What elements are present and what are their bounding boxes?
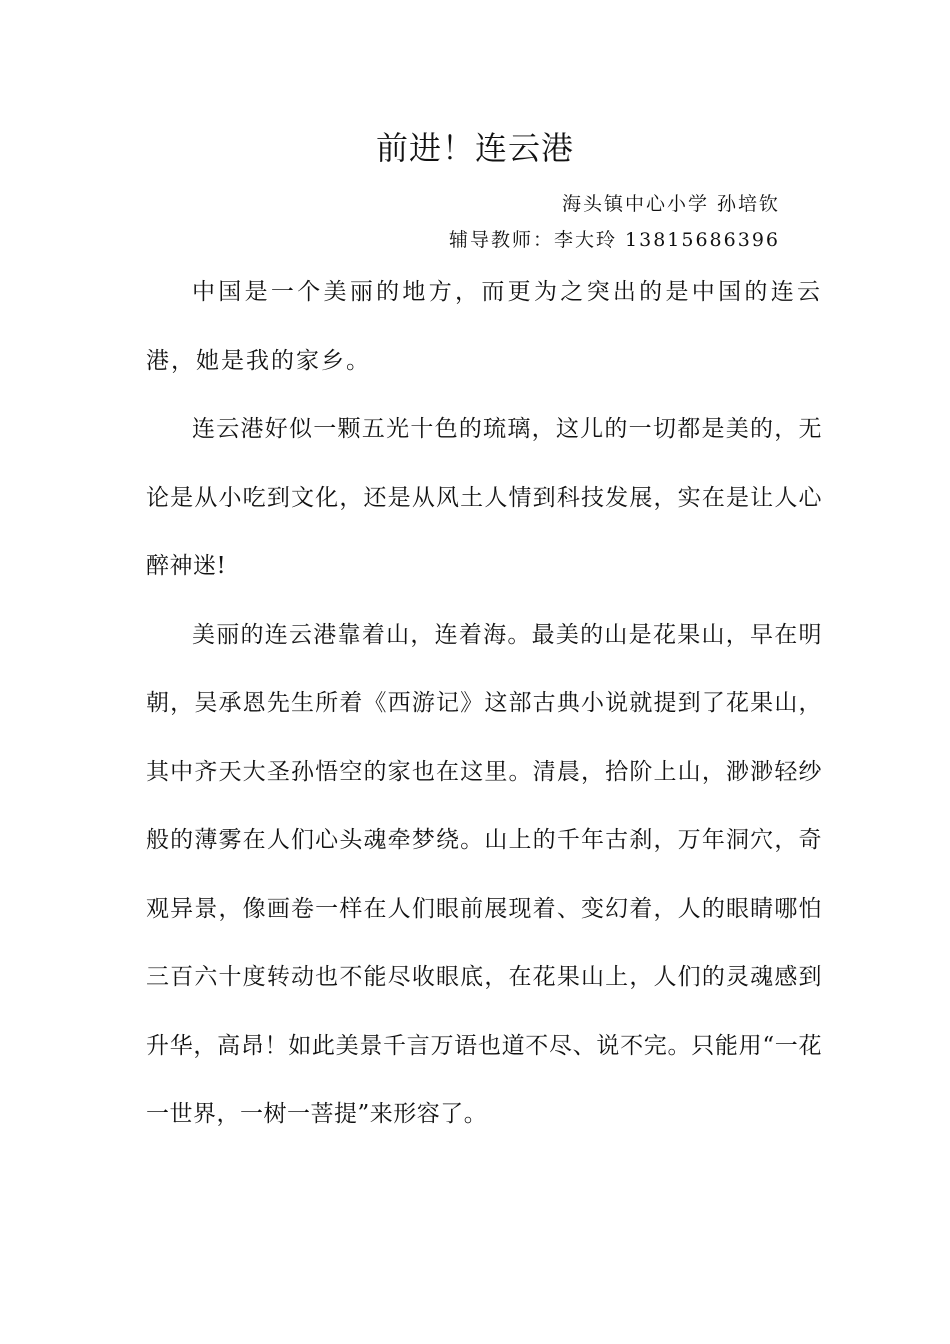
paragraph-2: 连云港好似一颗五光十色的琉璃，这儿的一切都是美的，无论是从小吃到文化，还是从风土人情到科技发展，实在是让人心醉神迷! xyxy=(146,416,822,579)
author-line: 海头镇中心小学 孙培钦 xyxy=(561,193,780,215)
essay-title: 前进！连云港 xyxy=(375,129,574,167)
teacher-line: 辅导教师：李大玲 13815686396 xyxy=(448,229,780,251)
paragraph-3: 美丽的连云港靠着山，连着海。最美的山是花果山，早在明朝，吴承恩先生所着《西游记》这部古典小说就提到了花果山，其中齐天大圣孙悟空的家也在这里。清晨，拾阶上山，渺渺轻纱般的薄雾在人们心头魂牵梦绕。山上的千年古刹，万年洞穴，奇观异景，像画卷一样在人们眼前展现着、变幻着，人的眼睛哪怕三百六十度转动也不能尽收眼底，在花果山上，人们的灵魂感到升华，高昂！如此美景千言万语也道不尽、说不完。只能用“一花一世界，一树一菩提”来形容了。 xyxy=(146,621,822,1127)
paragraph-1: 中国是一个美丽的地方，而更为之突出的是中国的连云港，她是我的家乡。 xyxy=(146,279,822,374)
essay-body xyxy=(146,258,822,1149)
